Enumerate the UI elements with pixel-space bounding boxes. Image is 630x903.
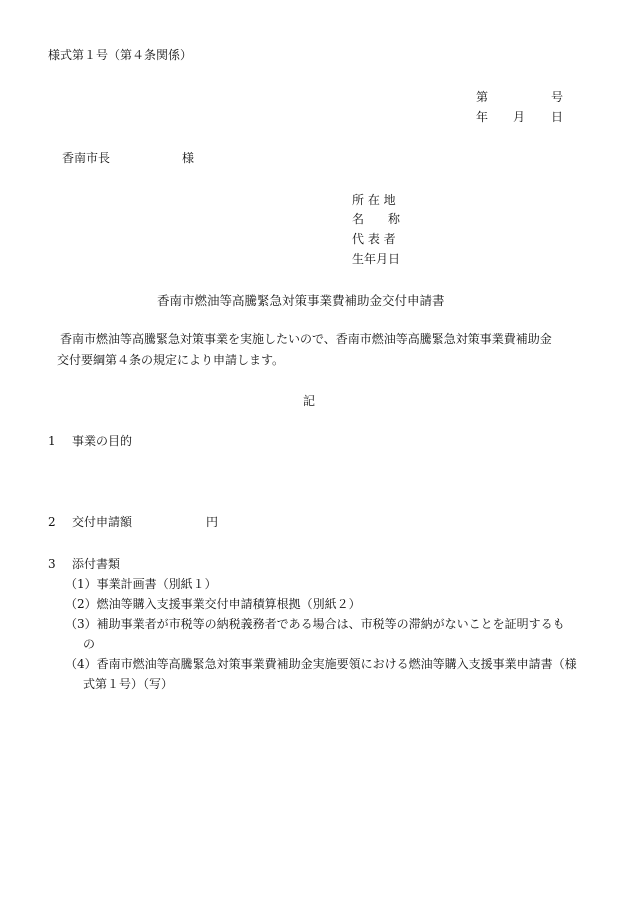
name-label: 名 称 (352, 212, 401, 226)
section-1-number: 1 (48, 434, 56, 448)
address-label: 所 在 地 (352, 193, 396, 207)
list-item: （2）燃油等購入支援事業交付申請積算根拠（別紙２） (65, 597, 361, 611)
list-item-continuation: の (83, 637, 96, 651)
doc-number-suffix: 号 (551, 90, 564, 104)
body-line-2: 交付要綱第４条の規定により申請します。 (57, 353, 285, 367)
date-year: 年 (476, 110, 489, 124)
document-title: 香南市燃油等高騰緊急対策事業費補助金交付申請書 (157, 293, 445, 308)
section-2-number: 2 (48, 515, 56, 529)
body-line-1: 香南市燃油等高騰緊急対策事業を実施したいので、香南市燃油等高騰緊急対策事業費補助金 (60, 332, 552, 346)
birthdate-label: 生年月日 (352, 252, 401, 266)
section-3-number: 3 (48, 557, 56, 571)
list-item: （4）香南市燃油等高騰緊急対策事業費補助金実施要領における燃油等購入支援事業申請書（様 (65, 657, 577, 671)
representative-label: 代 表 者 (352, 232, 396, 246)
addressee-honorific: 様 (182, 151, 195, 165)
addressee-name: 香南市長 (62, 151, 111, 165)
ki-heading: 記 (303, 394, 316, 408)
section-2-label: 交付申請額 (72, 515, 133, 529)
attachments-list (65, 574, 585, 694)
form-number: 様式第１号（第４条関係） (48, 48, 193, 62)
section-2-unit: 円 (206, 515, 219, 529)
section-1-label: 事業の目的 (72, 434, 133, 448)
list-item-continuation: 式第１号）（写） (83, 677, 174, 691)
date-month: 月 (513, 110, 526, 124)
list-item: （1）事業計画書（別紙１） (65, 577, 217, 591)
section-3-label: 添付書類 (72, 557, 121, 571)
body-paragraph (40, 329, 588, 371)
date-day: 日 (551, 110, 564, 124)
list-item: （3）補助事業者が市税等の納税義務者である場合は、市税等の滞納がないことを証明するも (65, 617, 565, 631)
doc-number-prefix: 第 (476, 90, 489, 104)
